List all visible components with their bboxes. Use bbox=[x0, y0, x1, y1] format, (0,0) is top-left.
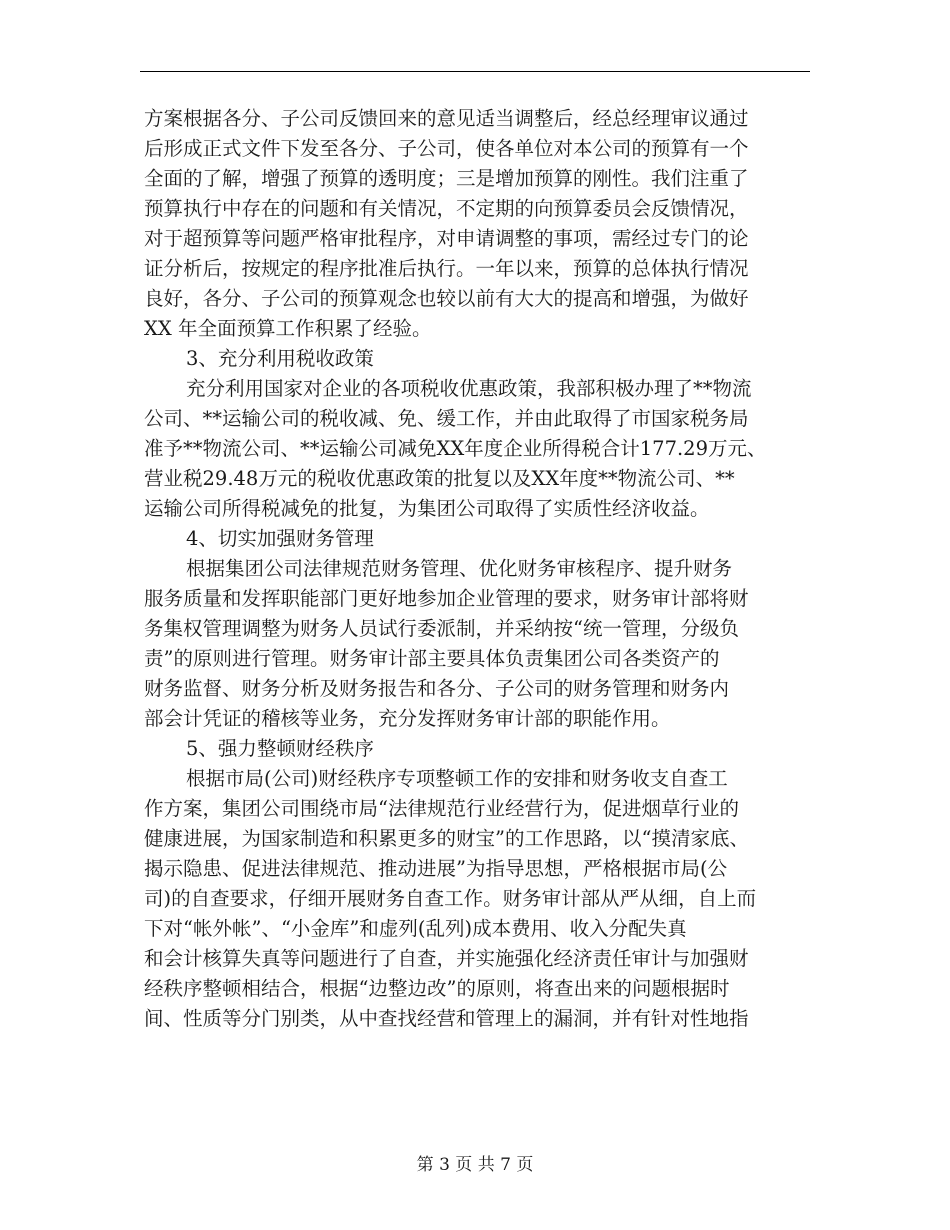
text-line: 营业税29.48万元的税收优惠政策的批复以及XX年度**物流公司、** bbox=[144, 467, 735, 490]
text-line: 公司、**运输公司的税收减、免、缓工作，并由此取得了市国家税务局 bbox=[144, 407, 749, 430]
text-line: 揭示隐患、促进法律规范、推动进展”为指导思想，严格根据市局(公 bbox=[144, 857, 728, 880]
text-line: 全面的了解，增强了预算的透明度；三是增加预算的刚性。我们注重了 bbox=[144, 167, 749, 190]
text-line: 对于超预算等问题严格审批程序，对申请调整的事项，需经过专门的论 bbox=[144, 227, 749, 250]
section-heading: 5、强力整顿财经秩序 bbox=[186, 737, 374, 760]
text-line: XX 年全面预算工作积累了经验。 bbox=[144, 317, 432, 340]
section-heading: 3、充分利用税收政策 bbox=[186, 347, 374, 370]
text-line: 方案根据各分、子公司反馈回来的意见适当调整后，经总经理审议通过 bbox=[144, 107, 749, 130]
text-line: 财务监督、财务分析及财务报告和各分、子公司的财务管理和财务内 bbox=[144, 677, 730, 700]
text-line: 健康进展，为国家制造和积累更多的财宝”的工作思路，以“摸清家底、 bbox=[144, 827, 749, 850]
text-line: 下对“帐外帐”、“小金库”和虚列(乱列)成本费用、收入分配失真 bbox=[144, 917, 687, 940]
text-line: 运输公司所得税减免的批复，为集团公司取得了实质性经济收益。 bbox=[144, 497, 710, 520]
text-line: 责”的原则进行管理。财务审计部主要具体负责集团公司各类资产的 bbox=[144, 647, 720, 670]
text-line: 务集权管理调整为财务人员试行委派制，并采纳按“统一管理，分级负 bbox=[144, 617, 739, 640]
text-line: 预算执行中存在的问题和有关情况，不定期的向预算委员会反馈情况， bbox=[144, 197, 749, 220]
text-line: 部会计凭证的稽核等业务，充分发挥财务审计部的职能作用。 bbox=[144, 707, 671, 730]
text-line: 根据市局(公司)财经秩序专项整顿工作的安排和财务收支自查工 bbox=[186, 767, 728, 790]
text-line: 良好，各分、子公司的预算观念也较以前有大大的提高和增强，为做好 bbox=[144, 287, 749, 310]
text-line: 后形成正式文件下发至各分、子公司，使各单位对本公司的预算有一个 bbox=[144, 137, 749, 160]
page-footer: 第 3 页 共 7 页 bbox=[416, 1155, 534, 1175]
text-line: 服务质量和发挥职能部门更好地参加企业管理的要求，财务审计部将财 bbox=[144, 587, 749, 610]
text-line: 充分利用国家对企业的各项税收优惠政策，我部积极办理了**物流 bbox=[186, 377, 752, 400]
text-line: 根据集团公司法律规范财务管理、优化财务审核程序、提升财务 bbox=[186, 557, 733, 580]
text-line: 证分析后，按规定的程序批准后执行。一年以来，预算的总体执行情况 bbox=[144, 257, 749, 280]
text-line: 间、性质等分门别类，从中查找经营和管理上的漏洞，并有针对性地指 bbox=[144, 1007, 749, 1030]
text-line: 司)的自查要求，仔细开展财务自查工作。财务审计部从严从细，自上而 bbox=[144, 887, 757, 910]
text-line: 准予**物流公司、**运输公司减免XX年度企业所得税合计177.29万元、 bbox=[144, 437, 767, 460]
header-rule bbox=[140, 71, 810, 72]
text-line: 和会计核算失真等问题进行了自查，并实施强化经济责任审计与加强财 bbox=[144, 947, 749, 970]
text-line: 作方案，集团公司围绕市局“法律规范行业经营行为，促进烟草行业的 bbox=[144, 797, 739, 820]
section-heading: 4、切实加强财务管理 bbox=[186, 527, 374, 550]
text-line: 经秩序整顿相结合，根据“边整边改”的原则，将查出来的问题根据时 bbox=[144, 977, 730, 1000]
